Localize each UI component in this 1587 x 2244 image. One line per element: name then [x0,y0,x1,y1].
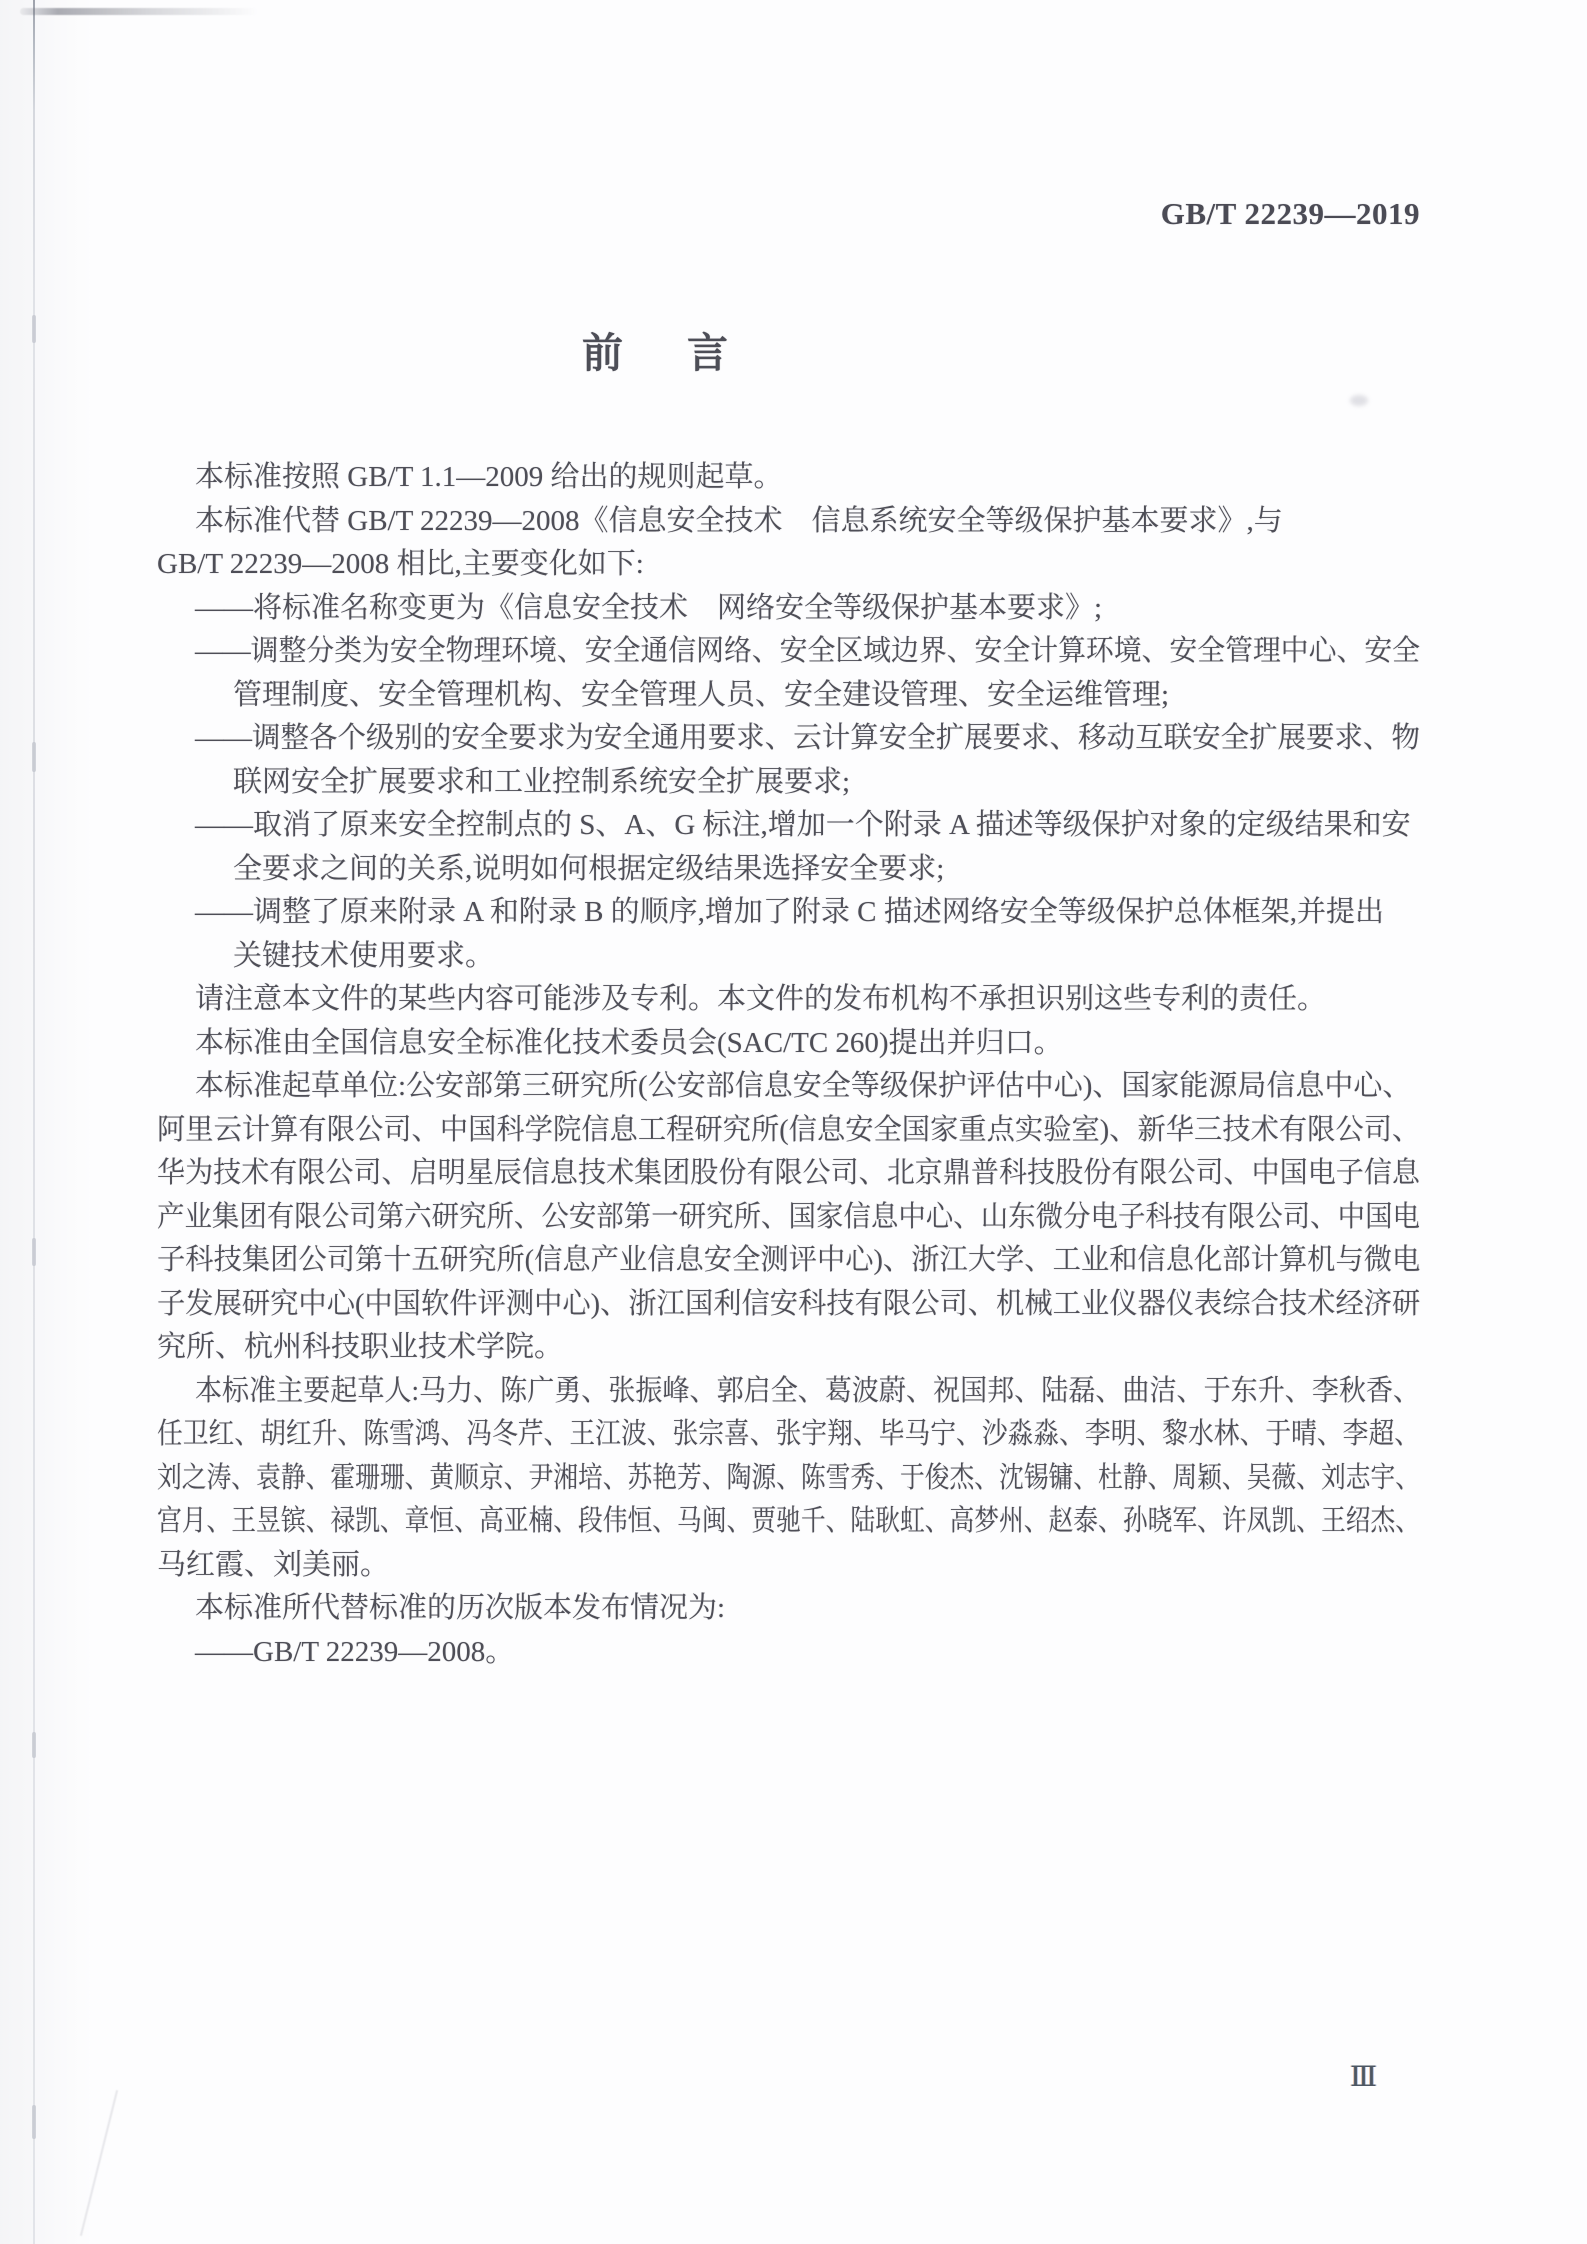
foreword-line: 本标准由全国信息安全标准化技术委员会(SAC/TC 260)提出并归口。 [195,1026,1063,1059]
foreword-line: 请注意本文件的某些内容可能涉及专利。本文件的发布机构不承担识别这些专利的责任。 [195,983,1327,1015]
foreword-title-char: 前 [582,330,623,376]
page-number: Ⅲ [1350,2062,1379,2093]
foreword-line: ——取消了原来安全控制点的 S、A、G 标注,增加一个附录 A 描述等级保护对象的定级结果和安 [195,809,1411,841]
scan-artifact [32,742,36,772]
foreword-line: 产业集团有限公司第六研究所、公安部第一研究所、国家信息中心、山东微分电子科技有限公司、中国电 [157,1200,1421,1233]
foreword-line: 子科技集团公司第十五研究所(信息产业信息安全测评中心)、浙江大学、工业和信息化部计算机与微电 [157,1244,1421,1276]
foreword-line: 本标准代替 GB/T 22239—2008《信息安全技术 信息系统安全等级保护基本要求》,与 [195,504,1283,537]
foreword-line: 阿里云计算有限公司、中国科学院信息工程研究所(信息安全国家重点实验室)、新华三技术有限公司、 [157,1113,1421,1146]
foreword-title [0,330,1310,376]
foreword-title-char: 言 [687,330,728,376]
scan-artifact [32,1732,36,1758]
foreword-line: 全要求之间的关系,说明如何根据定级结果选择安全要求; [233,852,945,885]
scan-artifact [32,1238,36,1266]
foreword-line: GB/T 22239—2008 相比,主要变化如下: [157,548,644,580]
scan-artifact [20,8,258,15]
foreword-line: 任卫红、胡红升、陈雪鸿、冯冬芹、王江波、张宗喜、张宇翔、毕马宁、沙淼淼、李明、黎水林、于晴、李超、 [157,1418,1421,1450]
foreword-body [157,456,1420,1674]
foreword-line: 宫月、王昱镔、禄凯、章恒、高亚楠、段伟恒、马闽、贾驰千、陆耿虹、高梦州、赵泰、孙晓军、许凤凯、王绍杰、 [157,1505,1421,1537]
foreword-line: ——将标准名称变更为《信息安全技术 网络安全等级保护基本要求》; [195,591,1103,624]
foreword-line: 马红霞、刘美丽。 [157,1548,390,1581]
foreword-line: 华为技术有限公司、启明星辰信息技术集团股份有限公司、北京鼎普科技股份有限公司、中国电子信息 [157,1157,1421,1189]
foreword-line: 本标准所代替标准的历次版本发布情况为: [195,1592,726,1624]
foreword-line: 本标准主要起草人:马力、陈广勇、张振峰、郭启全、葛波蔚、祝国邦、陆磊、曲洁、于东升、李秋香、 [195,1374,1421,1407]
foreword-line: ——调整分类为安全物理环境、安全通信网络、安全区域边界、安全计算环境、安全管理中心、安全 [195,635,1421,667]
foreword-line: ——调整各个级别的安全要求为安全通用要求、云计算安全扩展要求、移动互联安全扩展要求、物 [195,722,1421,754]
foreword-line: 管理制度、安全管理机构、安全管理人员、安全建设管理、安全运维管理; [233,678,1170,711]
foreword-line: 关键技术使用要求。 [233,939,495,972]
foreword-line: ——调整了原来附录 A 和附录 B 的顺序,增加了附录 C 描述网络安全等级保护总体框架,并提出 [195,896,1385,928]
foreword-line: 刘之涛、袁静、霍珊珊、黄顺京、尹湘培、苏艳芳、陶源、陈雪秀、于俊杰、沈锡镛、杜静、周颖、吴薇、刘志宇、 [157,1461,1421,1494]
standard-code: GB/T 22239—2019 [1160,196,1420,231]
foreword-line: 联网安全扩展要求和工业控制系统安全扩展要求; [233,765,851,798]
scan-artifact [80,2090,118,2236]
foreword-line: 究所、杭州科技职业技术学院。 [157,1331,564,1363]
foreword-line: 本标准按照 GB/T 1.1—2009 给出的规则起草。 [195,461,783,493]
scan-artifact [1350,395,1368,406]
foreword-line: 本标准起草单位:公安部第三研究所(公安部信息安全等级保护评估中心)、国家能源局信息中心、 [195,1070,1412,1102]
foreword-line: ——GB/T 22239—2008。 [195,1635,515,1668]
foreword-line: 子发展研究中心(中国软件评测中心)、浙江国利信安科技有限公司、机械工业仪器仪表综合技术经济研 [157,1287,1421,1320]
scan-artifact [32,2105,36,2139]
